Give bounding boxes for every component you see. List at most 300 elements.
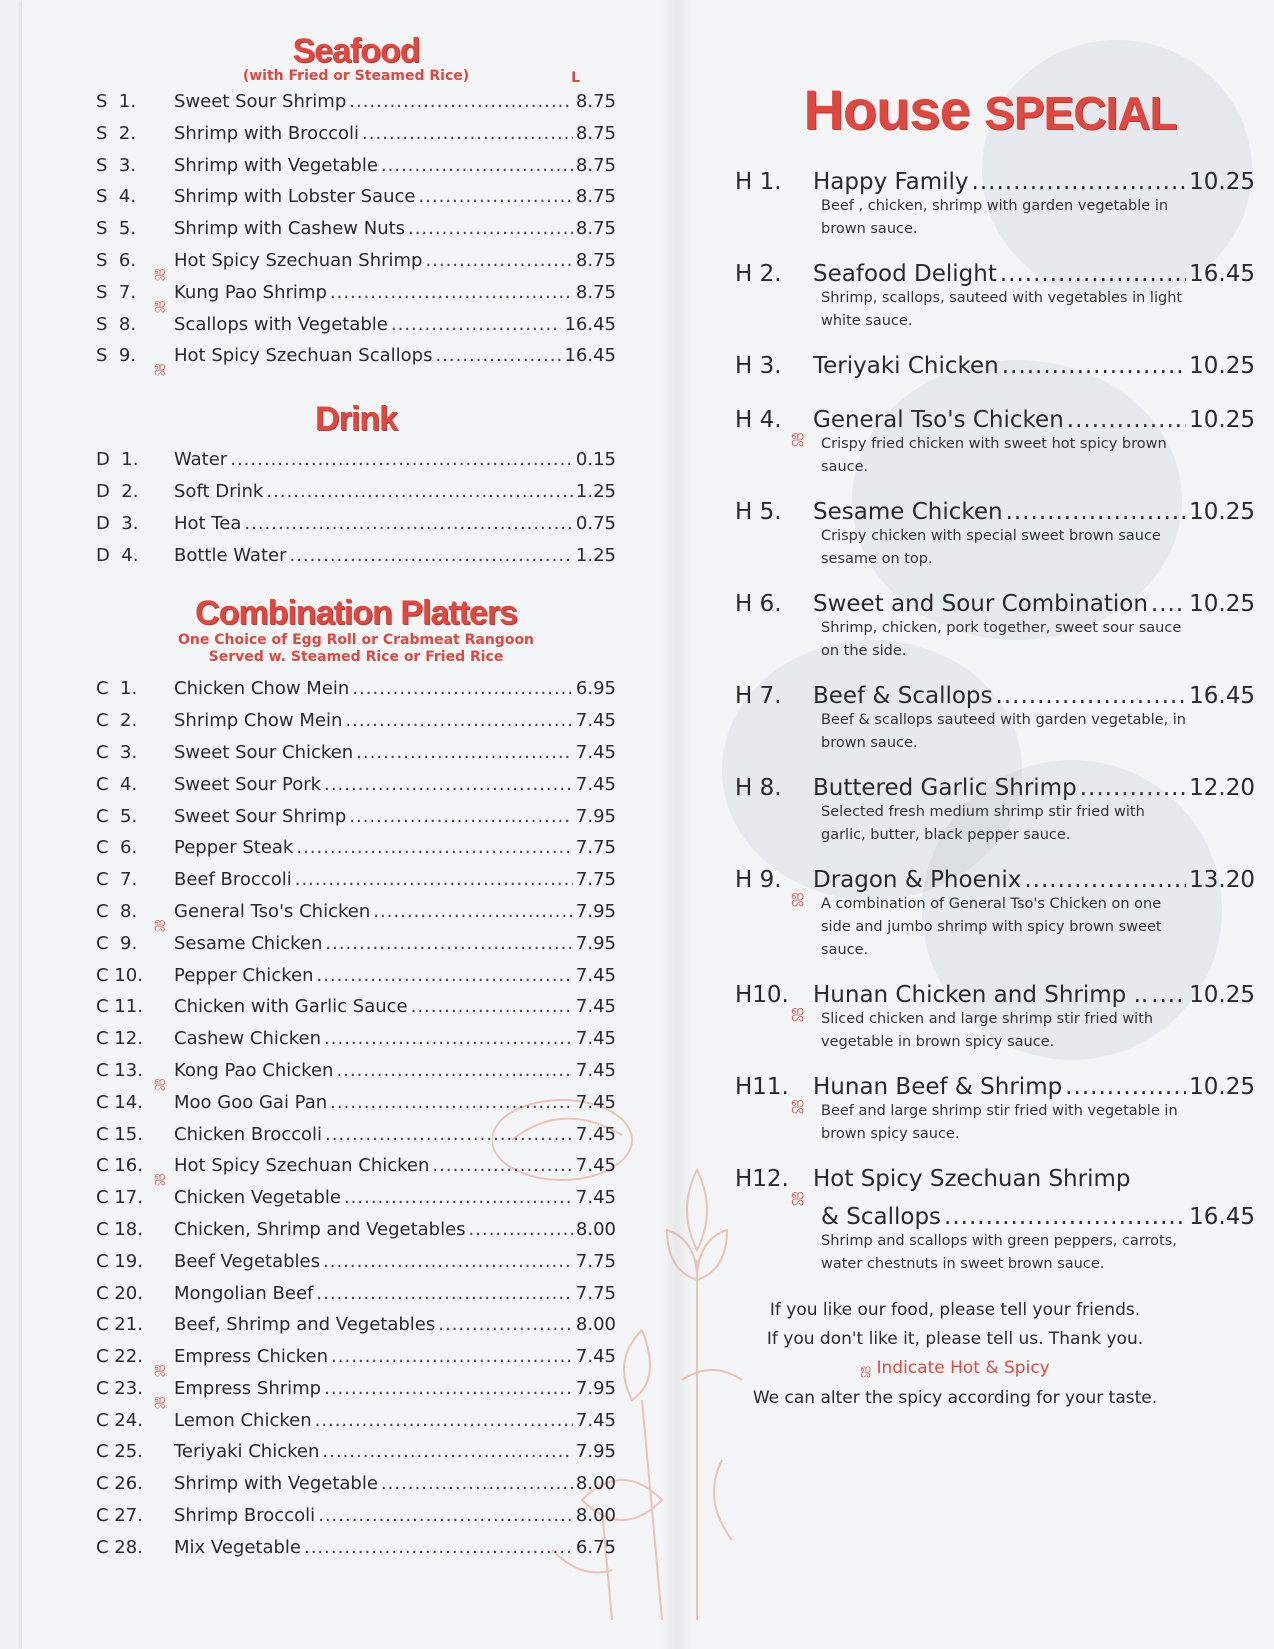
item-price: 8.75	[575, 91, 616, 112]
menu-item	[96, 481, 616, 513]
combination-list	[96, 678, 616, 1568]
leader-dots	[1151, 591, 1186, 617]
item-name: Shrimp with Vegetable	[174, 1473, 378, 1495]
item-price: 13.20	[1189, 867, 1255, 893]
item-price: 7.95	[575, 1441, 616, 1463]
hot-spicy-legend-label: Indicate Hot & Spicy	[876, 1358, 1050, 1378]
item-name: Pepper Chicken	[174, 964, 314, 986]
item-name: Happy Family	[813, 169, 969, 195]
item-name: Teriyaki Chicken	[174, 1441, 320, 1463]
item-name: Hot Tea	[174, 512, 242, 534]
item-description: Beef and large shrimp stir fried with vegetable in brown spicy sauce.	[821, 1103, 1178, 1142]
item-code: C 1.	[96, 678, 138, 700]
item-code: S 2.	[96, 122, 137, 144]
item-price: 7.75	[575, 1250, 616, 1272]
item-name: Shrimp with Vegetable	[174, 154, 378, 176]
seafood-section	[96, 34, 616, 377]
house-item	[735, 499, 1255, 571]
item-price: 7.95	[575, 900, 616, 922]
item-price: 6.95	[575, 678, 616, 700]
house-item-row: H10. ஜ Hunan Chicken and Shrimp .. ..... 10.25	[735, 982, 1255, 1008]
item-description: Crispy chicken with special sweet brown sauce sesame on top.	[821, 528, 1161, 567]
leader-dots	[324, 1028, 573, 1049]
item-price: 10.25	[1189, 982, 1255, 1008]
menu-item: C 23. ஜ Empress Shrimp ..... 7.95	[96, 1378, 616, 1410]
item-name: Hunan Beef & Shrimp	[813, 1074, 1063, 1100]
menu-footer	[705, 1296, 1205, 1413]
item-code: C 20.	[96, 1282, 143, 1304]
item-name: Hot Spicy Szechuan Shrimp	[813, 1166, 1131, 1192]
leader-dots	[304, 1537, 573, 1558]
drink-section	[96, 399, 616, 576]
item-name: Empress Chicken	[174, 1346, 329, 1368]
item-code: C 12.	[96, 1028, 143, 1050]
item-code: S 5.	[96, 218, 137, 240]
item-price: 10.25	[1189, 591, 1255, 617]
house-item	[735, 407, 1255, 479]
menu-item	[96, 678, 616, 710]
item-code: C 27.	[96, 1505, 143, 1527]
item-code: S 9.	[96, 345, 137, 367]
item-code: C 10.	[96, 964, 143, 986]
item-price: 16.45	[1189, 1204, 1255, 1230]
menu-item	[96, 1283, 616, 1315]
leader-dots	[295, 869, 573, 890]
item-code: D 3.	[96, 512, 139, 534]
item-name: Kong Pao Chicken	[174, 1059, 334, 1081]
menu-item	[96, 710, 616, 742]
item-code: S 1.	[96, 91, 137, 112]
item-name: Mongolian Beef	[174, 1282, 314, 1304]
item-price: 7.45	[575, 1346, 616, 1368]
leader-dots	[1024, 867, 1186, 893]
leader-dots	[996, 683, 1187, 709]
menu-item	[96, 996, 616, 1028]
drink-title: Drink	[315, 400, 397, 439]
house-item	[735, 169, 1255, 241]
leader-dots	[352, 678, 573, 699]
hot-spicy-icon: ஜ	[860, 1362, 872, 1377]
item-code: C 15.	[96, 1123, 143, 1145]
item-name: General Tso's Chicken	[813, 407, 1064, 433]
seafood-list	[96, 91, 616, 377]
leader-dots	[331, 1346, 573, 1367]
house-item-row	[735, 775, 1255, 801]
item-code: C 22.	[96, 1346, 143, 1368]
house-item-row: H 9. ஜ Dragon & Phoenix ..... 13.20	[735, 867, 1255, 893]
item-name: General Tso's Chicken	[174, 900, 371, 922]
item-price: 7.45	[575, 1123, 616, 1145]
leader-dots	[324, 774, 573, 795]
leader-dots	[289, 545, 572, 566]
item-code: H 7.	[735, 683, 782, 709]
menu-item	[96, 806, 616, 838]
leader-dots	[336, 1060, 572, 1081]
seafood-subtitle: (with Fried or Steamed Rice)	[242, 68, 470, 84]
item-name: Beef Broccoli	[174, 869, 292, 891]
item-price: 8.00	[575, 1505, 616, 1527]
item-name: Moo Goo Gai Pan	[174, 1091, 328, 1113]
item-code: C 4.	[96, 773, 138, 795]
leader-dots	[1006, 499, 1187, 525]
item-price: 10.25	[1189, 353, 1255, 379]
combination-section	[96, 594, 616, 1568]
item-name: Hot Spicy Szechuan Scallops	[174, 345, 433, 367]
menu-item	[96, 1410, 616, 1442]
leader-dots	[972, 169, 1187, 195]
house-item-row: H 4. ஜ General Tso's Chicken ..... 10.25	[735, 407, 1255, 433]
menu-item	[96, 965, 616, 997]
item-description: Shrimp, scallops, sauteed with vegetables in light white sauce.	[821, 290, 1183, 329]
special-title-word: SPECIAL	[984, 87, 1177, 139]
house-title-word: House	[803, 78, 970, 141]
leader-dots	[330, 282, 573, 303]
item-price: 8.75	[575, 218, 616, 240]
item-price: 8.75	[575, 122, 616, 144]
house-item-row	[735, 591, 1255, 617]
item-code: S 3.	[96, 154, 137, 176]
item-code: S 4.	[96, 186, 137, 208]
item-price: 10.25	[1189, 499, 1255, 525]
item-name: Buttered Garlic Shrimp	[813, 775, 1077, 801]
menu-item	[96, 1314, 616, 1346]
item-price: 12.20	[1189, 775, 1255, 801]
menu-item	[96, 774, 616, 806]
item-price: 7.75	[575, 869, 616, 891]
item-price: 7.45	[575, 741, 616, 763]
footer-line-2: If you don't like it, please tell us. Thank you.	[766, 1329, 1144, 1349]
item-name: Scallops with Vegetable	[174, 313, 388, 335]
house-item-h12	[735, 1166, 1255, 1276]
item-price: 7.45	[575, 710, 616, 732]
item-price: 7.45	[575, 996, 616, 1018]
house-item	[735, 683, 1255, 755]
item-code: C 21.	[96, 1314, 143, 1336]
item-price: 0.15	[575, 449, 616, 471]
menu-item	[96, 91, 616, 123]
item-code: H12.	[735, 1166, 789, 1192]
item-name: Shrimp with Cashew Nuts	[174, 218, 406, 240]
item-name: Shrimp with Broccoli	[174, 122, 360, 144]
item-price: 7.95	[575, 1377, 616, 1399]
item-name: Sweet Sour Shrimp	[174, 805, 347, 827]
item-code: H 2.	[735, 261, 782, 287]
item-code: S 7.	[96, 281, 137, 303]
house-item-row	[735, 683, 1255, 709]
item-name: Sweet Sour Chicken	[174, 741, 354, 763]
item-code: C 17.	[96, 1187, 143, 1209]
house-special-list	[735, 169, 1255, 1146]
item-description: Crispy fried chicken with sweet hot spicy brown sauce.	[821, 436, 1167, 475]
item-price: 0.75	[575, 512, 616, 534]
leader-dots	[349, 91, 573, 112]
menu-item: C 22. ஜ Empress Chicken ..... 7.45	[96, 1346, 616, 1378]
leader-dots	[315, 1410, 573, 1431]
menu-item: S 9. ஜ Hot Spicy Szechuan Scallops ..... 16.45	[96, 345, 616, 377]
item-code: C 8.	[96, 900, 138, 922]
item-price: 8.00	[575, 1314, 616, 1336]
item-description: Beef & scallops sauteed with garden vegetable, in brown sauce.	[821, 712, 1186, 751]
leader-dots	[325, 1124, 573, 1145]
item-code: C 25.	[96, 1441, 143, 1463]
leader-dots	[344, 1187, 573, 1208]
menu-item	[96, 545, 616, 577]
item-name: Sesame Chicken	[174, 932, 323, 954]
item-name: Soft Drink	[174, 480, 264, 502]
leader-dots	[1002, 353, 1186, 379]
item-price: 16.45	[564, 345, 616, 367]
house-item	[735, 867, 1255, 962]
item-name: Chicken Broccoli	[174, 1123, 323, 1145]
leader-dots	[469, 1219, 573, 1240]
item-name: Water	[174, 449, 228, 471]
item-price: 1.25	[575, 544, 616, 566]
item-description: Beef , chicken, shrimp with garden vegetable in brown sauce.	[821, 198, 1169, 237]
leader-dots	[408, 218, 573, 239]
menu-item	[96, 1124, 616, 1156]
leader-dots	[381, 155, 573, 176]
item-price: 7.45	[575, 964, 616, 986]
item-price: 10.25	[1189, 407, 1255, 433]
menu-item	[96, 933, 616, 965]
item-code: S 8.	[96, 313, 137, 335]
footer-line-3: We can alter the spicy according for your taste.	[752, 1388, 1158, 1408]
seafood-title: Seafood	[292, 32, 420, 70]
leader-dots	[418, 186, 572, 207]
item-code: H 5.	[735, 499, 782, 525]
item-code: C 14.	[96, 1091, 143, 1113]
menu-item	[96, 1473, 616, 1505]
item-name: Lemon Chicken	[174, 1409, 312, 1431]
menu-item	[96, 1441, 616, 1473]
item-code: C 16.	[96, 1155, 143, 1177]
item-price: 7.95	[575, 932, 616, 954]
item-code: S 6.	[96, 249, 137, 271]
combination-subtitle-1: One Choice of Egg Roll or Crabmeat Rangoon	[177, 632, 535, 649]
item-code: H 3.	[735, 353, 782, 379]
item-price: 8.75	[575, 281, 616, 303]
item-code: C 28.	[96, 1536, 143, 1558]
item-code: C 24.	[96, 1409, 143, 1431]
item-name: Chicken Chow Mein	[174, 678, 350, 700]
leader-dots	[322, 1441, 573, 1462]
item-code: C 19.	[96, 1250, 143, 1272]
leader-dots	[944, 1204, 1186, 1230]
house-item	[735, 1074, 1255, 1146]
menu-item	[96, 1092, 616, 1124]
leader-dots	[349, 806, 573, 827]
item-price: 7.45	[575, 1187, 616, 1209]
house-item-row: H11. ஜ Hunan Beef & Shrimp ..... 10.25	[735, 1074, 1255, 1100]
leader-dots	[381, 1473, 573, 1494]
item-code: C 2.	[96, 710, 138, 732]
item-code: C 9.	[96, 932, 138, 954]
item-code: C 18.	[96, 1218, 143, 1240]
house-item-row	[735, 169, 1255, 195]
leader-dots	[266, 481, 573, 502]
item-price: 7.75	[575, 837, 616, 859]
menu-item	[96, 123, 616, 155]
menu-item	[96, 1028, 616, 1060]
item-name: Shrimp Broccoli	[174, 1505, 316, 1527]
combination-subtitle-2: Served w. Steamed Rice or Fried Rice	[208, 649, 504, 666]
menu-item	[96, 314, 616, 346]
leader-dots	[1080, 775, 1186, 801]
item-name: Shrimp Chow Mein	[174, 710, 343, 732]
leader-dots	[330, 1092, 573, 1113]
leader-dots	[438, 1314, 573, 1335]
leader-dots	[1067, 407, 1186, 433]
leader-dots	[318, 1505, 573, 1526]
item-code: H 4.	[735, 407, 782, 433]
item-code: C 11.	[96, 996, 143, 1018]
menu-item	[96, 218, 616, 250]
menu-item: C 16. ஜ Hot Spicy Szechuan Chicken ..... 7.45	[96, 1155, 616, 1187]
leader-dots	[362, 123, 573, 144]
item-price: 6.75	[575, 1536, 616, 1558]
house-item-row: H12. ஜ Hot Spicy Szechuan Shrimp	[735, 1166, 1131, 1204]
menu-item	[96, 155, 616, 187]
item-name: Sweet Sour Pork	[174, 773, 322, 795]
menu-item	[96, 1251, 616, 1283]
menu-item	[96, 1505, 616, 1537]
menu-item	[96, 513, 616, 545]
item-code: H11.	[735, 1074, 789, 1100]
item-code: C 3.	[96, 741, 138, 763]
item-name: Teriyaki Chicken	[813, 353, 999, 379]
item-name: Beef Vegetables	[174, 1250, 321, 1272]
menu-item	[96, 449, 616, 481]
item-name: Hunan Chicken and Shrimp ..	[813, 982, 1149, 1008]
item-code: C 6.	[96, 837, 138, 859]
drink-list	[96, 449, 616, 576]
house-item-row	[735, 261, 1255, 287]
size-label: L	[571, 70, 580, 86]
item-price: 1.25	[575, 480, 616, 502]
item-code: D 1.	[96, 449, 139, 471]
house-item-row	[735, 353, 1255, 379]
item-description: A combination of General Tso's Chicken on one side and jumbo shrimp with spicy brown sweet sauce.	[821, 896, 1162, 958]
menu-item	[96, 186, 616, 218]
item-name: Seafood Delight	[813, 261, 997, 287]
house-item	[735, 261, 1255, 333]
menu-item	[96, 742, 616, 774]
house-special-title	[725, 80, 1255, 143]
item-price: 8.75	[575, 154, 616, 176]
item-code: C 23.	[96, 1377, 143, 1399]
item-code: C 13.	[96, 1059, 143, 1081]
item-price: 7.95	[575, 805, 616, 827]
leader-dots	[373, 901, 573, 922]
item-price: 7.75	[575, 1282, 616, 1304]
leader-dots	[391, 314, 562, 335]
menu-item: S 7. ஜ Kung Pao Shrimp ..... 8.75	[96, 282, 616, 314]
menu-item	[96, 1537, 616, 1569]
item-price: 7.45	[575, 1409, 616, 1431]
item-name: Bottle Water	[174, 544, 287, 566]
leader-dots	[296, 837, 573, 858]
item-price: 8.75	[575, 186, 616, 208]
item-name: Sweet Sour Shrimp	[174, 91, 347, 112]
item-name: Dragon & Phoenix	[813, 867, 1022, 893]
item-name: Shrimp with Lobster Sauce	[174, 186, 416, 208]
menu-item	[96, 1219, 616, 1251]
leader-dots	[325, 933, 573, 954]
item-description: Selected fresh medium shrimp stir fried with garlic, butter, black pepper sauce.	[821, 804, 1145, 843]
item-name: Beef, Shrimp and Vegetables	[174, 1314, 436, 1336]
menu-item	[96, 869, 616, 901]
item-name: Sweet and Sour Combination	[813, 591, 1148, 617]
menu-item: C 8. ஜ General Tso's Chicken ..... 7.95	[96, 901, 616, 933]
item-price: 7.45	[575, 1155, 616, 1177]
item-price: 7.45	[575, 1059, 616, 1081]
item-price: 10.25	[1189, 169, 1255, 195]
leader-dots	[324, 1378, 573, 1399]
leader-dots	[316, 965, 572, 986]
item-code: C 26.	[96, 1473, 143, 1495]
leader-dots	[345, 710, 573, 731]
menu-item: S 6. ஜ Hot Spicy Szechuan Shrimp ..... 8.75	[96, 250, 616, 282]
item-description: Shrimp and scallops with green peppers, carrots, water chestnuts in sweet brown sauce.	[821, 1233, 1177, 1272]
item-name: Sesame Chicken	[813, 499, 1003, 525]
item-code: H10.	[735, 982, 789, 1008]
item-price: 8.75	[575, 249, 616, 271]
house-item	[735, 775, 1255, 847]
leader-dots	[432, 1155, 573, 1176]
leader-dots	[323, 1251, 573, 1272]
house-item	[735, 591, 1255, 663]
leader-dots	[411, 996, 573, 1017]
item-price: 7.45	[575, 773, 616, 795]
item-code: C 7.	[96, 869, 138, 891]
menu-item	[96, 837, 616, 869]
item-code: H 6.	[735, 591, 782, 617]
item-code: H 9.	[735, 867, 782, 893]
menu-item: C 13. ஜ Kong Pao Chicken ..... 7.45	[96, 1060, 616, 1092]
item-price: 8.00	[575, 1218, 616, 1240]
item-price: 16.45	[1189, 261, 1255, 287]
item-name: Chicken Vegetable	[174, 1187, 341, 1209]
item-description: Sliced chicken and large shrimp stir fried with vegetable in brown spicy sauce.	[821, 1011, 1154, 1050]
item-name-continued: & Scallops	[821, 1204, 942, 1230]
item-price: 8.00	[575, 1473, 616, 1495]
item-code: H 1.	[735, 169, 782, 195]
leader-dots	[244, 513, 573, 534]
footer-line-1: If you like our food, please tell your friends.	[769, 1300, 1141, 1320]
leader-dots	[1000, 261, 1186, 287]
item-price: 10.25	[1189, 1074, 1255, 1100]
house-item-row	[735, 499, 1255, 525]
leader-dots	[1065, 1074, 1186, 1100]
right-column	[735, 80, 1255, 1413]
item-price: 7.45	[575, 1091, 616, 1113]
item-price: 7.45	[575, 1028, 616, 1050]
hot-spicy-legend	[705, 1354, 1205, 1384]
item-description: Shrimp, chicken, pork together, sweet sour sauce on the side.	[821, 620, 1182, 659]
leader-dots	[356, 742, 573, 763]
item-code: D 4.	[96, 544, 139, 566]
item-name: Pepper Steak	[174, 837, 294, 859]
house-item	[735, 982, 1255, 1054]
item-name: Empress Shrimp	[174, 1377, 322, 1399]
item-name: Chicken with Garlic Sauce	[174, 996, 408, 1018]
item-code: H 8.	[735, 775, 782, 801]
item-name: Hot Spicy Szechuan Chicken	[174, 1155, 430, 1177]
left-column	[96, 34, 616, 1569]
item-name: Mix Vegetable	[174, 1536, 301, 1558]
item-name: Hot Spicy Szechuan Shrimp	[174, 249, 423, 271]
item-name: Cashew Chicken	[174, 1028, 322, 1050]
